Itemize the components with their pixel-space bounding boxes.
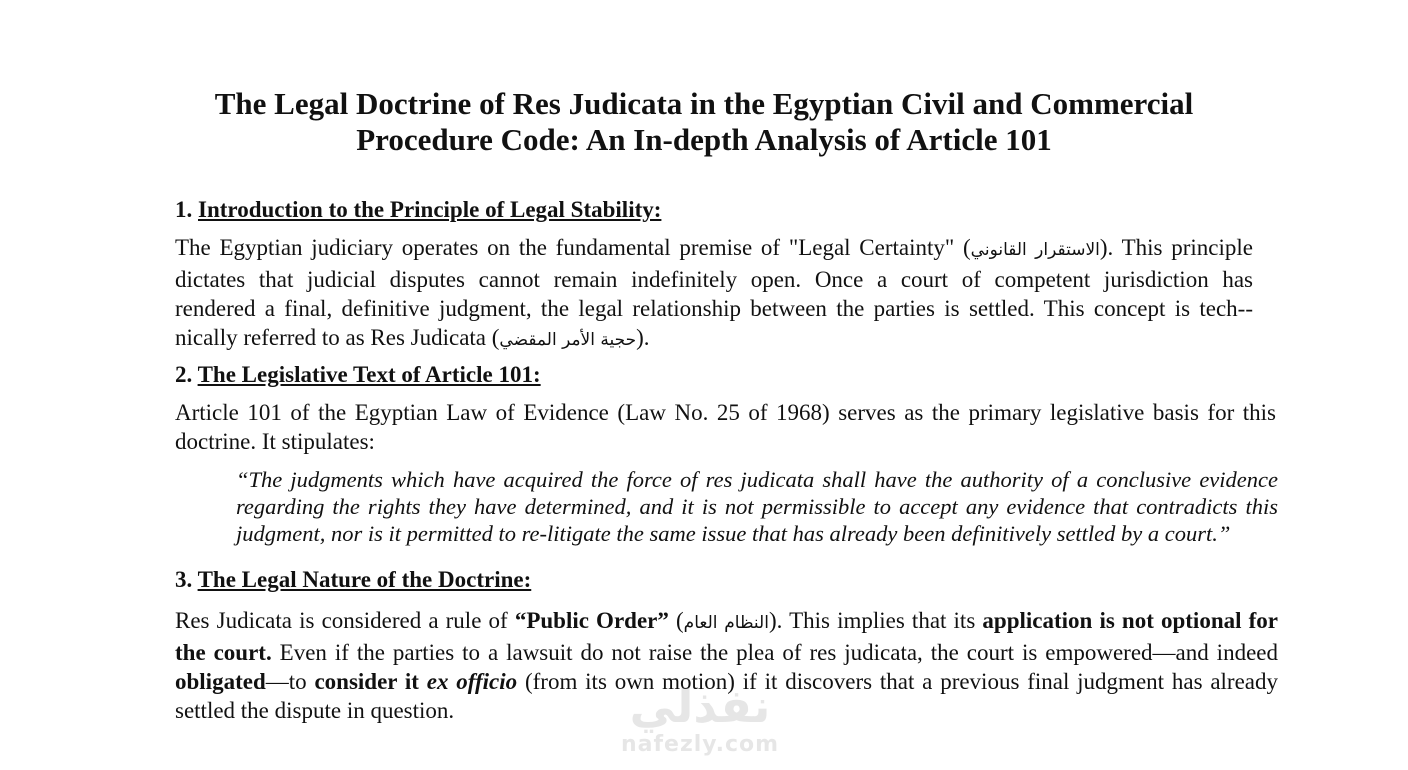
section-2-line-1: Article 101 of the Egyptian Law of Evidence (Law No. 25 of 1968) serves as the primary legislative basis for this [175,400,1276,425]
section-3-number: 3. [175,567,193,592]
section-3-line-4: settled the dispute in question. [175,698,455,723]
text-run: ). [636,325,650,350]
section-1-line-3: rendered a final, definitive judgment, the legal relationship between the parties is settled. This concept is tech-- [175,296,1253,321]
text-run: The Egyptian judiciary operates on the fundamental premise of "Legal Certainty" ( [175,235,971,260]
bold-phrase: application is not optional for [982,608,1278,633]
arabic-term: حجية الأمر المقضي [499,330,637,350]
latin-term: ex officio [426,669,518,694]
bold-term: consider it [314,669,419,694]
section-1-line-2: dictates that judicial disputes cannot remain indefinitely open. Once a court of competent jurisdiction has [175,267,1253,292]
watermark-latin: nafezly.com [620,732,780,757]
section-1-number: 1. [175,197,193,222]
section-1-line-4 [175,323,1253,355]
article-101-quote [236,466,1278,547]
quote-line-3: judgment, nor is it permitted to re-litigate the same issue that has already been definitively settled by a court.” [236,521,1231,546]
text-run: —to [265,669,315,694]
section-1-heading [175,196,661,224]
section-3-line-2 [175,638,1278,667]
quote-line-1: “The judgments which have acquired the force of res judicata shall have the authority of a conclusive evidence [236,467,1278,492]
bold-term: obligated [175,669,266,694]
text-run: nically referred to as Res Judicata ( [175,325,500,350]
section-3-heading [175,566,531,594]
title-line-1: The Legal Doctrine of Res Judicata in the Egyptian Civil and Commercial [214,86,1194,121]
section-1-paragraph [175,233,1253,355]
arabic-term: النظام العام [683,613,769,633]
quote-line-2: regarding the rights they have determined, and it is not permissible to accept any evidence that contradicts this [236,494,1278,519]
arabic-term: الاستقرار القانوني [970,240,1100,260]
bold-term: “Public Order” [514,608,669,633]
watermark-arabic: نفذلي [629,679,771,733]
section-2-paragraph [175,398,1276,456]
text-run: Res Judicata is considered a rule of [175,608,515,633]
section-3-line-1 [175,606,1278,638]
section-2-heading [175,361,541,389]
section-2-title: The Legislative Text of Article 101: [197,362,541,387]
title-line-2: Procedure Code: An In-depth Analysis of Article 101 [356,122,1052,157]
section-2-number: 2. [175,362,193,387]
section-2-line-2: doctrine. It stipulates: [175,429,375,454]
nafezly-watermark [600,680,800,770]
document-title [100,86,1308,158]
section-3-title: The Legal Nature of the Doctrine: [197,567,532,592]
section-1-line-1 [175,233,1253,265]
text-run: ). This implies that its [768,608,983,633]
text-run: ( [668,608,684,633]
text-run: ). This principle [1099,235,1253,260]
bold-phrase: the court. [175,640,272,665]
text-run: (from its own motion) if it discovers that a previous final judgment has already [517,669,1279,694]
text-run [419,669,427,694]
section-1-title: Introduction to the Principle of Legal Stability: [198,197,662,222]
text-run: Even if the parties to a lawsuit do not raise the plea of res judicata, the court is empowered—and indeed [271,640,1278,665]
